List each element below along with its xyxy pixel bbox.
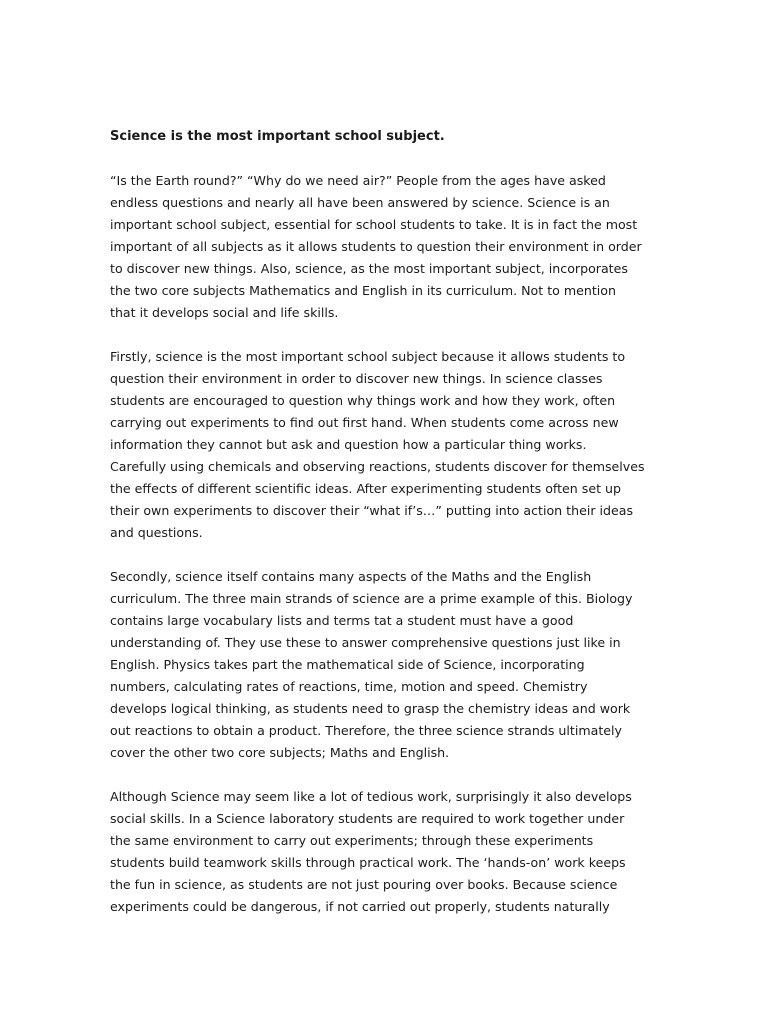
text-line: important school subject, essential for school students to take. It is in fact the most [110,217,638,232]
document-title: Science is the most important school subject. [110,129,445,144]
text-line: the two core subjects Mathematics and English in its curriculum. Not to mention [110,283,616,298]
text-line: English. Physics takes part the mathematical side of Science, incorporating [110,657,585,672]
paragraph-intro [110,170,670,324]
text-line: develops logical thinking, as students need to grasp the chemistry ideas and work [110,701,631,716]
text-line: the fun in science, as students are not just pouring over books. Because science [110,877,618,892]
text-line: students build teamwork skills through practical work. The ‘hands-on’ work keeps [110,855,626,870]
paragraph-although [110,786,670,918]
text-line: to discover new things. Also, science, as the most important subject, incorporates [110,261,628,276]
text-line: information they cannot but ask and question how a particular thing works. [110,437,587,452]
text-line: students are encouraged to question why things work and how they work, often [110,393,616,408]
paragraph-firstly [110,346,670,544]
text-line: and questions. [110,525,203,540]
text-line: question their environment in order to discover new things. In science classes [110,371,603,386]
text-line: the effects of different scientific ideas. After experimenting students often set up [110,481,622,496]
text-line: cover the other two core subjects; Maths and English. [110,745,450,760]
text-line: their own experiments to discover their “what if’s…” putting into action their ideas [110,503,634,518]
text-line: Carefully using chemicals and observing reactions, students discover for themselves [110,459,645,474]
text-line: curriculum. The three main strands of science are a prime example of this. Biology [110,591,633,606]
text-line: important of all subjects as it allows students to question their environment in order [110,239,642,254]
text-line: understanding of. They use these to answer comprehensive questions just like in [110,635,621,650]
document-body [110,126,670,940]
text-line: endless questions and nearly all have been answered by science. Science is an [110,195,610,210]
text-line: carrying out experiments to find out first hand. When students come across new [110,415,619,430]
text-line: contains large vocabulary lists and terms tat a student must have a good [110,613,574,628]
text-line: Secondly, science itself contains many aspects of the Maths and the English [110,569,592,584]
text-line: experiments could be dangerous, if not carried out properly, students naturally [110,899,610,914]
text-line: the same environment to carry out experiments; through these experiments [110,833,594,848]
text-line: Firstly, science is the most important school subject because it allows students to [110,349,626,364]
text-line: Although Science may seem like a lot of tedious work, surprisingly it also develops [110,789,632,804]
text-line: out reactions to obtain a product. Therefore, the three science strands ultimately [110,723,622,738]
text-line: numbers, calculating rates of reactions, time, motion and speed. Chemistry [110,679,588,694]
paragraph-secondly [110,566,670,764]
text-line: that it develops social and life skills. [110,305,339,320]
text-line: “Is the Earth round?” “Why do we need air?” People from the ages have asked [110,173,606,188]
text-line: social skills. In a Science laboratory students are required to work together under [110,811,625,826]
